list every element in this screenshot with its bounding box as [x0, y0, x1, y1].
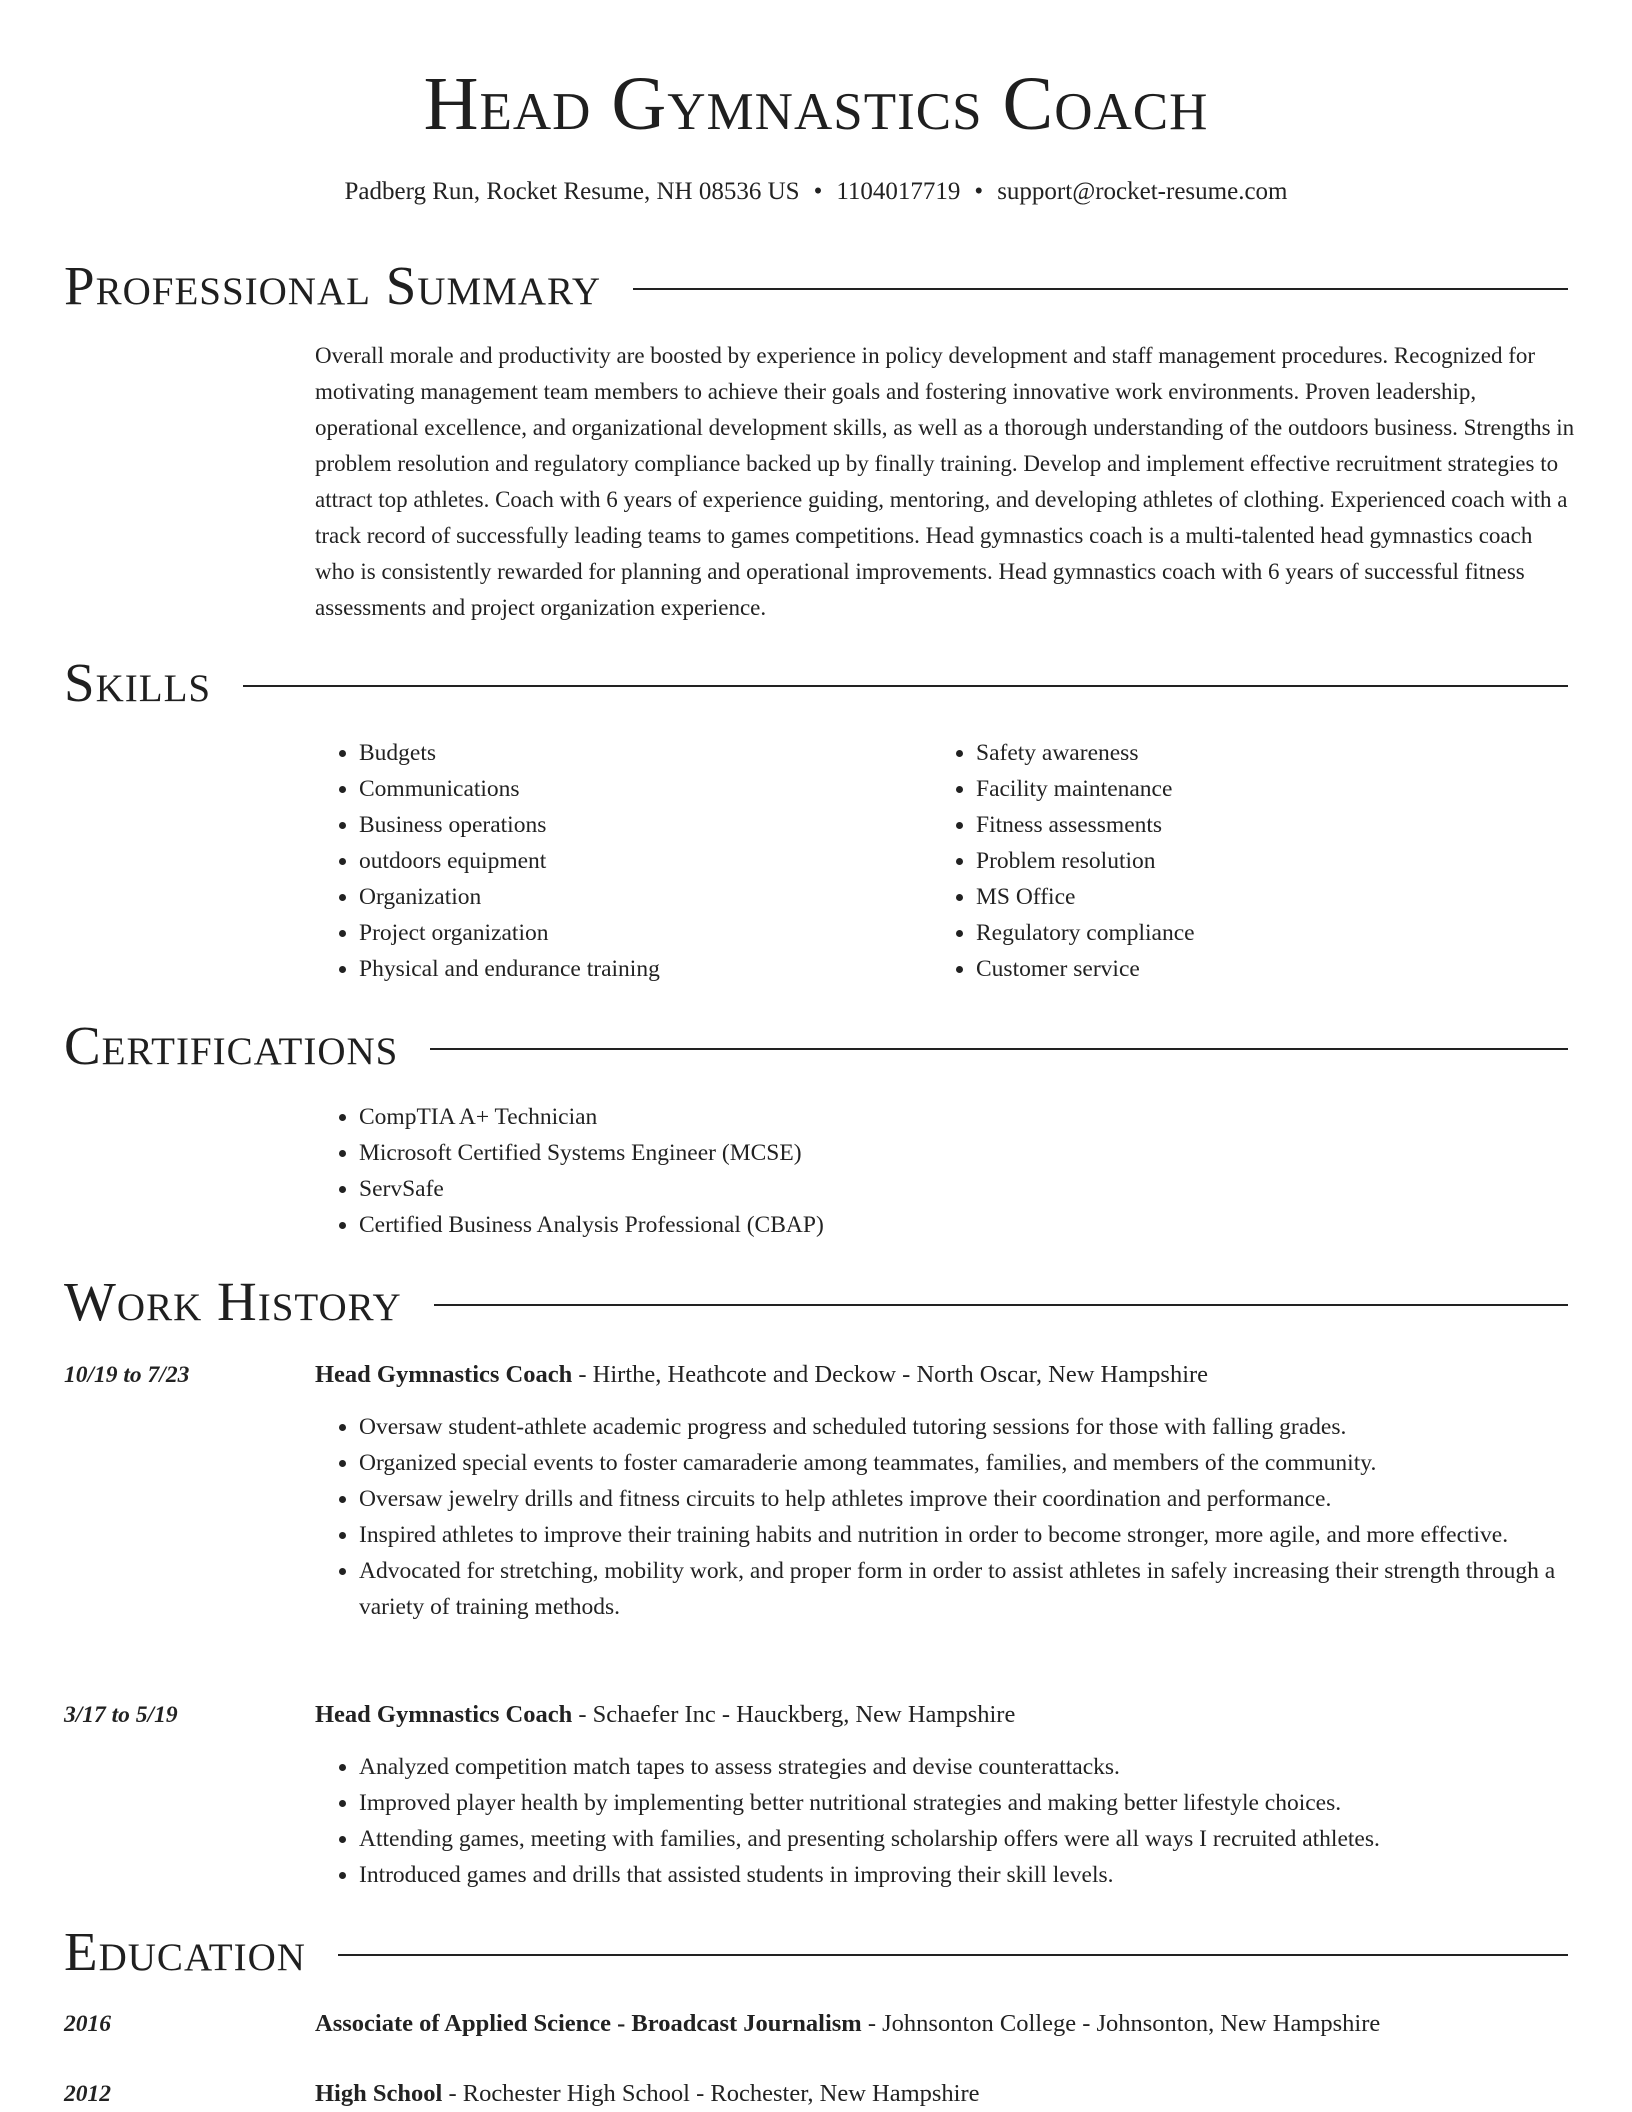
address: Padberg Run, Rocket Resume, NH 08536 US — [344, 178, 800, 205]
skill-item: • Facility maintenance — [976, 771, 1532, 807]
separator-dot: • — [813, 178, 823, 205]
summary-section-header — [64, 254, 1568, 318]
section-divider — [243, 685, 1568, 687]
skill-item: • Budgets — [359, 735, 915, 771]
section-divider — [434, 1304, 1568, 1306]
email: support@rocket-resume.com — [997, 178, 1288, 205]
education-entry — [315, 2076, 1575, 2112]
certification-item: • ServSafe — [359, 1171, 1315, 1207]
skill-item: • Safety awareness — [976, 735, 1532, 771]
certification-item: • Certified Business Analysis Professional (CBAP) — [359, 1207, 1315, 1243]
skill-item: • Fitness assessments — [976, 807, 1532, 843]
responsibility-item: • Improved player health by implementing better nutritional strategies and making better lifestyle choices. — [359, 1785, 1575, 1821]
degree: Associate of Applied Science - Broadcast Journalism — [315, 2010, 862, 2037]
job-role: Head Gymnastics Coach — [315, 1701, 573, 1728]
section-divider — [633, 288, 1568, 290]
skill-item: • Problem resolution — [976, 843, 1532, 879]
candidate-name: Head Gymnastics Coach — [423, 62, 1209, 146]
responsibility-item: • Oversaw jewelry drills and fitness circuits to help athletes improve their coordination and performance. — [359, 1481, 1575, 1517]
job-responsibilities — [315, 1749, 1575, 1893]
skill-item: • Business operations — [359, 807, 915, 843]
certifications-section-header — [64, 1014, 1568, 1078]
responsibility-item: • Inspired athletes to improve their training habits and nutrition in order to become stronger, more agile, and more effective. — [359, 1517, 1575, 1553]
contact-line — [0, 176, 1632, 208]
phone: 1104017719 — [836, 178, 961, 205]
education-year: 2016 — [64, 2011, 111, 2037]
skill-item: • Customer service — [976, 951, 1532, 987]
skill-item: • Project organization — [359, 915, 915, 951]
work-history-section-header — [64, 1270, 1568, 1334]
certification-item: • CompTIA A+ Technician — [359, 1099, 1315, 1135]
skill-item: • Communications — [359, 771, 915, 807]
certification-item: • Microsoft Certified Systems Engineer (MCSE) — [359, 1135, 1315, 1171]
responsibility-item: • Organized special events to foster camaraderie among teammates, families, and members of the community. — [359, 1445, 1575, 1481]
skills-section-header — [64, 651, 1568, 715]
section-title: Skills — [64, 652, 212, 713]
job-responsibilities — [315, 1409, 1575, 1625]
skill-item: • MS Office — [976, 879, 1532, 915]
responsibility-item: • Attending games, meeting with families, and presenting scholarship offers were all ways I recruited athletes. — [359, 1821, 1575, 1857]
education-entry — [315, 2006, 1575, 2042]
education-year: 2012 — [64, 2081, 111, 2107]
skills-column-left — [315, 735, 915, 987]
skill-item: • Regulatory compliance — [976, 915, 1532, 951]
certifications-list — [315, 1099, 1315, 1243]
job-title-line — [315, 1357, 1575, 1393]
skill-item: • outdoors equipment — [359, 843, 915, 879]
section-title: Work History — [64, 1271, 402, 1332]
responsibility-item: • Oversaw student-athlete academic progress and scheduled tutoring sessions for those with falling grades. — [359, 1409, 1575, 1445]
skills-column-right — [932, 735, 1532, 987]
degree: High School — [315, 2080, 443, 2107]
skill-item: • Organization — [359, 879, 915, 915]
responsibility-item: • Analyzed competition match tapes to assess strategies and devise counterattacks. — [359, 1749, 1575, 1785]
job-dates: 10/19 to 7/23 — [64, 1362, 190, 1388]
separator-dot: • — [974, 178, 984, 205]
education-section-header — [64, 1920, 1568, 1984]
job-title-line — [315, 1697, 1575, 1733]
section-divider — [338, 1954, 1568, 1956]
job-employer-location: - Hirthe, Heathcote and Deckow - North Oscar, New Hampshire — [572, 1361, 1209, 1388]
school-location: - Johnsonton College - Johnsonton, New Hampshire — [861, 2010, 1381, 2037]
school-location: - Rochester High School - Rochester, New Hampshire — [442, 2080, 980, 2107]
section-divider — [430, 1048, 1568, 1050]
section-title: Professional Summary — [64, 255, 602, 316]
job-role: Head Gymnastics Coach — [315, 1361, 573, 1388]
section-title: Certifications — [64, 1015, 399, 1076]
responsibility-item: • Advocated for stretching, mobility work, and proper form in order to assist athletes in safely increasing their strength through a variety of training methods. — [359, 1553, 1575, 1625]
summary-text: Overall morale and productivity are boosted by experience in policy development and staff management procedures. Recognized for motivating management team members to achieve their goals and fostering innovative work environments. Proven leadership, operational excellence, and organizational development skills, as well as a thorough understanding of the outdoors business. Strengths in problem resolution and regulatory compliance backed up by finally training. Develop and implement effective recruitment strategies to attract top athletes. Coach with 6 years of experience guiding, mentoring, and developing athletes of clothing. Experienced coach with a track record of successfully leading teams to games competitions. Head gymnastics coach is a multi-talented head gymnastics coach who is consistently rewarded for planning and operational improvements. Head gymnastics coach with 6 years of successful fitness assessments and project organization experience. — [315, 343, 1575, 620]
job-employer-location: - Schaefer Inc - Hauckberg, New Hampshire — [572, 1701, 1016, 1728]
job-dates: 3/17 to 5/19 — [64, 1702, 178, 1728]
skill-item: • Physical and endurance training — [359, 951, 915, 987]
responsibility-item: • Introduced games and drills that assisted students in improving their skill levels. — [359, 1857, 1575, 1893]
section-title: Education — [64, 1921, 306, 1982]
